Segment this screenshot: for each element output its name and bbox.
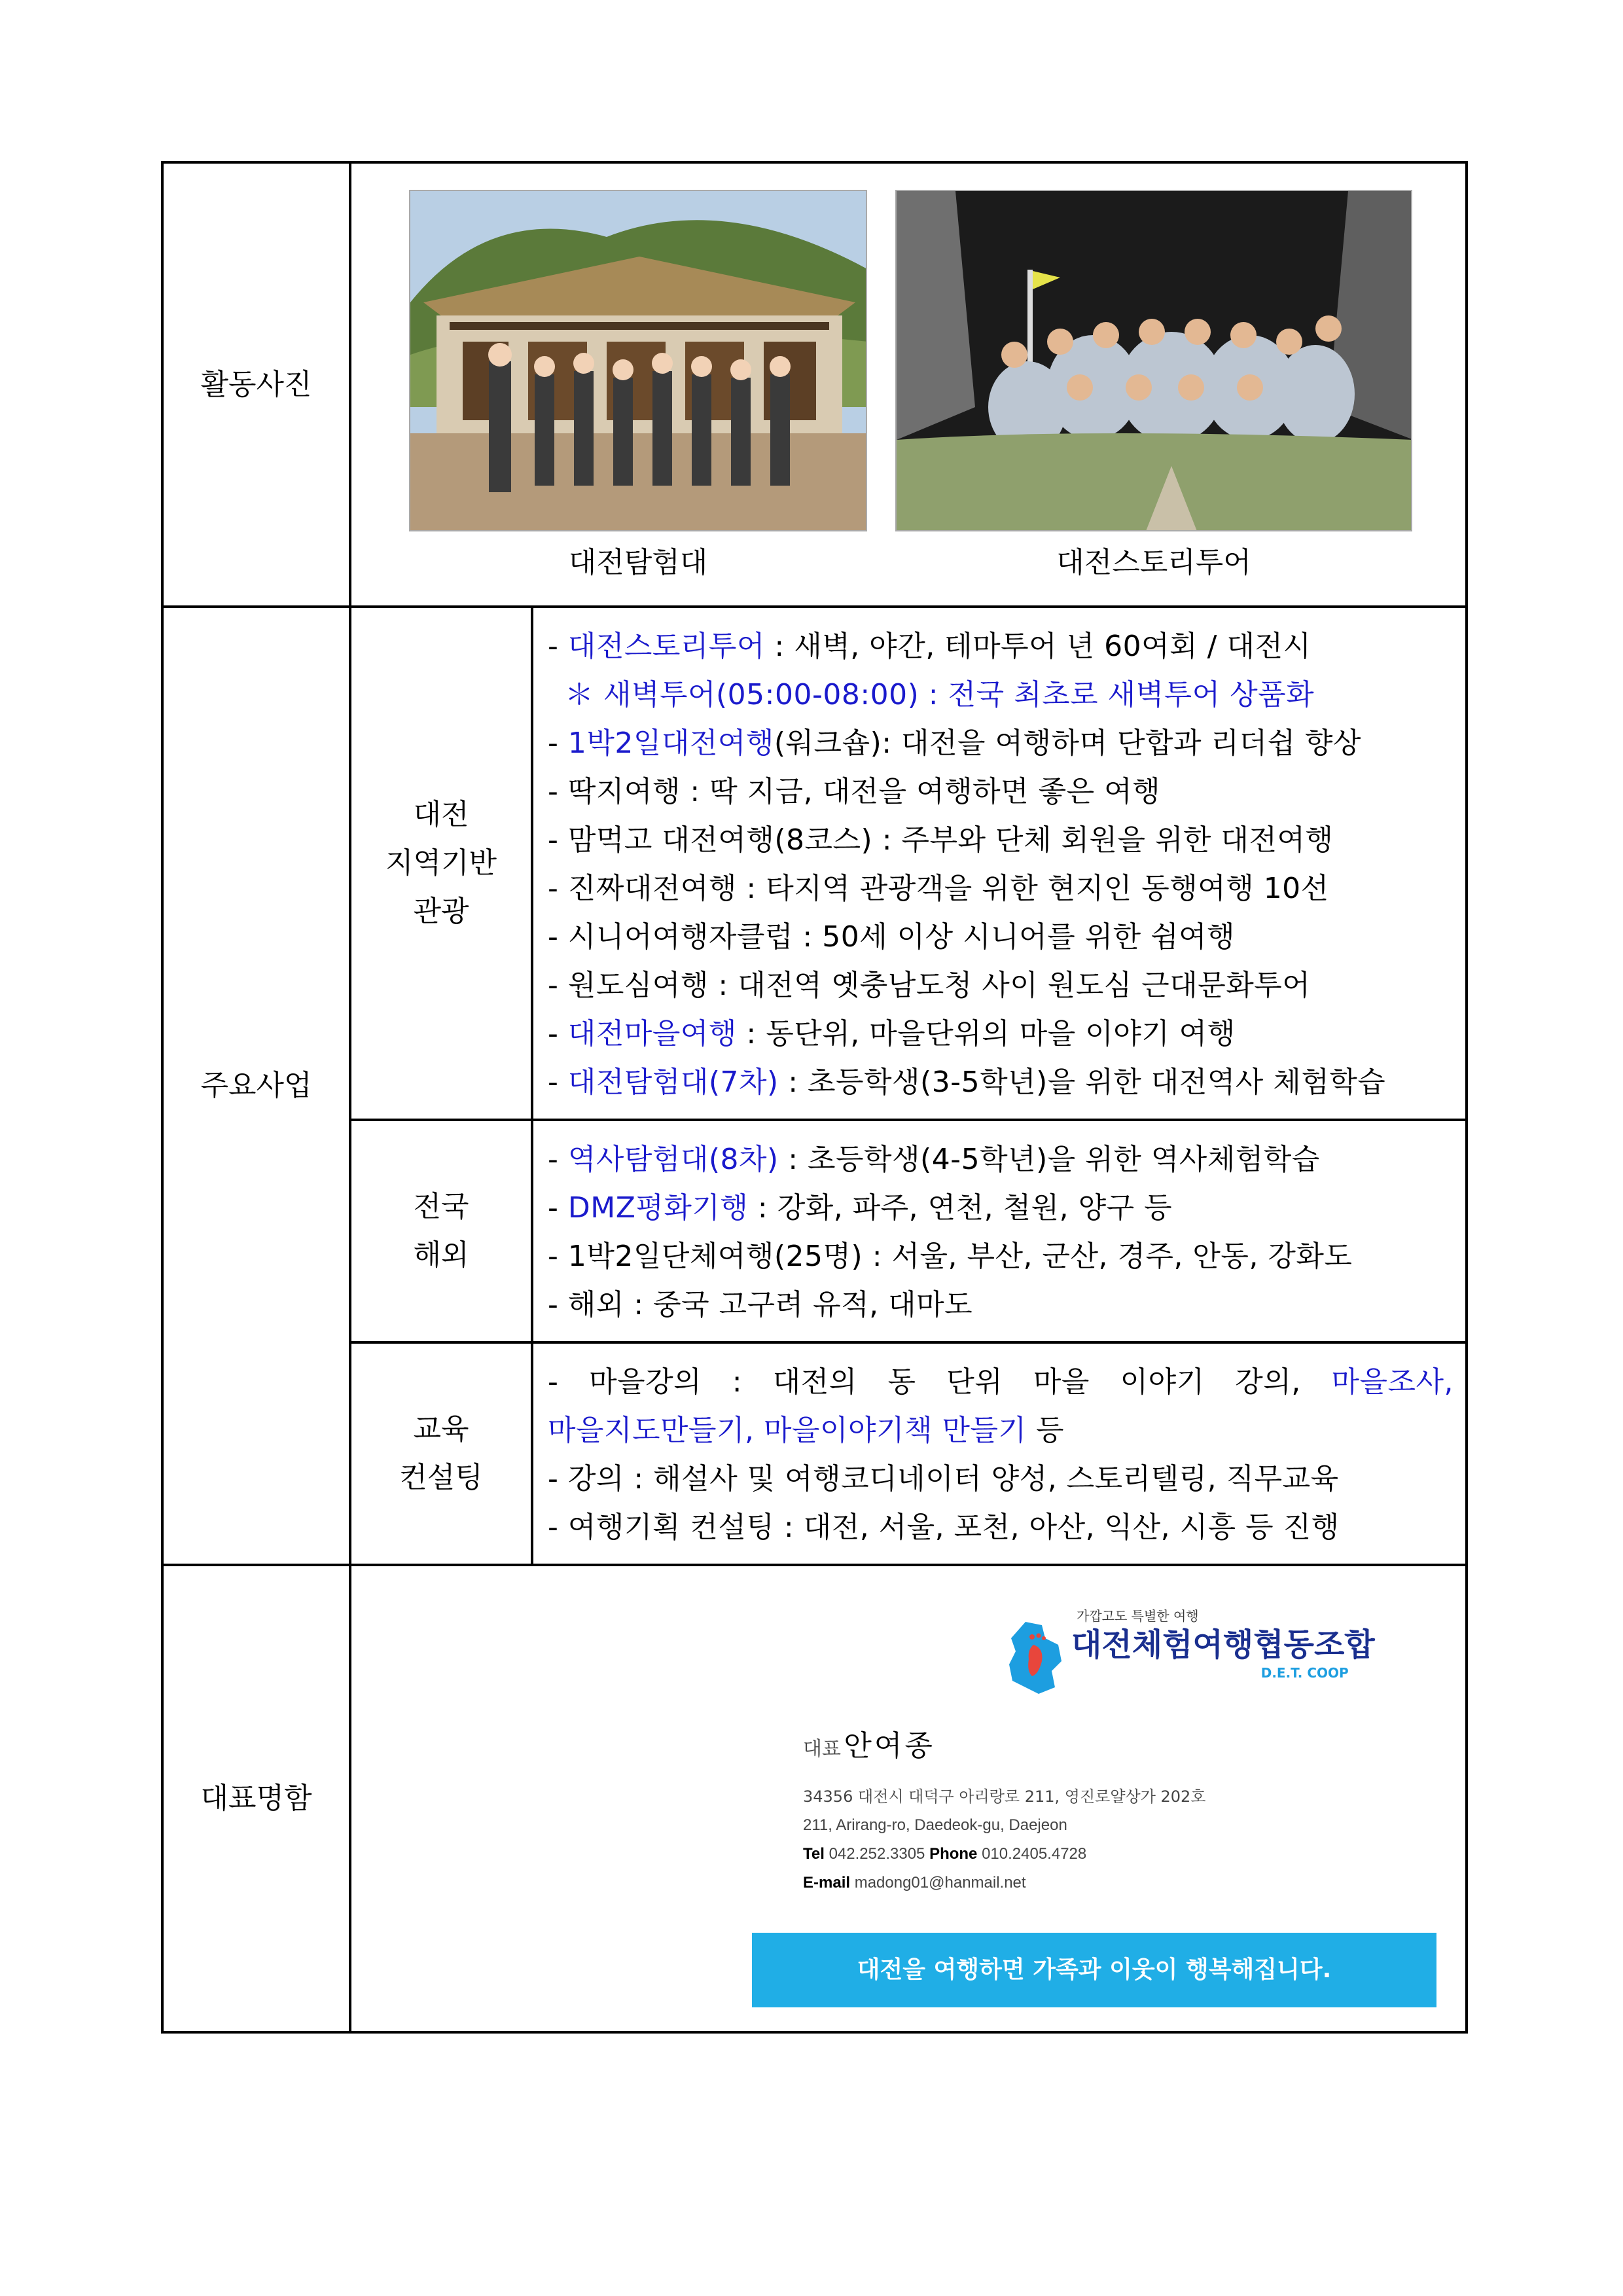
business-label: 주요사업 — [162, 607, 350, 1565]
list-item: - DMZ평화기행 : 강화, 파주, 연천, 철원, 양구 등 — [548, 1191, 1173, 1225]
representative-info — [803, 1723, 1206, 1897]
list-item: - 여행기획 컨설팅 : 대전, 서울, 포천, 아산, 익산, 시흥 등 진행 — [548, 1511, 1340, 1544]
org-tagline: 가깝고도 특별한 여행 — [1077, 1608, 1199, 1624]
list-item: - 시니어여행자클럽 : 50세 이상 시니어를 위한 쉼여행 — [548, 920, 1236, 954]
card-label: 대표명함 — [162, 1565, 350, 2032]
email-line: E-mail madong01@hanmail.net — [803, 1874, 1026, 1892]
section-list-education — [532, 1342, 1467, 1565]
story-tour-image — [895, 190, 1412, 531]
list-item: ＊ 새벽투어(05:00-08:00) : 전국 최초로 새벽투어 상품화 — [565, 678, 1315, 711]
business-row-national — [162, 1120, 1467, 1342]
list-item: - 해외 : 중국 고구려 유적, 대마도 — [548, 1288, 973, 1321]
rep-name: 안여종 — [844, 1729, 935, 1763]
org-name: 대전체험여행협동조합 — [1071, 1626, 1375, 1663]
rep-title: 대표 — [803, 1738, 841, 1760]
org-name-en: D.E.T. COOP — [1260, 1665, 1349, 1681]
photo-caption-story-tour: 대전스토리투어 — [1056, 546, 1251, 579]
explorers-picture — [410, 191, 867, 531]
org-logo — [1071, 1605, 1375, 1681]
slogan-banner: 대전을 여행하면 가족과 이웃이 행복해집니다. — [752, 1933, 1436, 2007]
explorers-image — [409, 190, 867, 531]
address-ko: 34356 대전시 대덕구 아리랑로 211, 영진로얄상가 202호 — [803, 1787, 1206, 1806]
section-label-line: 컨설팅 — [399, 1461, 483, 1494]
daejeon-map-icon — [1006, 1619, 1065, 1697]
list-item: - 맘먹고 대전여행(8코스) : 주부와 단체 회원을 위한 대전여행 — [548, 823, 1334, 857]
section-list-local — [532, 607, 1467, 1120]
list-item: - 대전마을여행 : 동단위, 마을단위의 마을 이야기 여행 — [548, 1017, 1236, 1050]
list-item: - 대전스토리투어 : 새벽, 야간, 테마투어 년 60여회 / 대전시 — [548, 630, 1311, 663]
section-label-national — [350, 1120, 532, 1342]
photo-explorers — [409, 190, 867, 583]
section-label-education — [350, 1342, 532, 1565]
list-item: - 1박2일단체여행(25명) : 서울, 부산, 군산, 경주, 안동, 강화도 — [548, 1240, 1353, 1273]
section-label-line: 지역기반 — [385, 846, 497, 880]
business-card — [350, 1565, 1467, 2032]
section-label-line: 전국 — [413, 1190, 469, 1223]
list-item: - 원도심여행 : 대전역 옛충남도청 사이 원도심 근대문화투어 — [548, 969, 1311, 1002]
section-label-line: 대전 — [413, 798, 469, 831]
section-label-local — [350, 607, 532, 1120]
card-row — [162, 1565, 1467, 2032]
address-en: 211, Arirang-ro, Daedeok-gu, Daejeon — [803, 1816, 1067, 1834]
profile-table — [161, 161, 1468, 2034]
section-label-line: 해외 — [413, 1238, 469, 1272]
list-item: - 1박2일대전여행(워크숍): 대전을 여행하며 단합과 리더쉽 향상 — [548, 726, 1362, 760]
section-label-line: 관광 — [413, 895, 469, 928]
list-item: - 역사탐험대(8차) : 초등학생(4-5학년)을 위한 역사체험학습 — [548, 1143, 1320, 1176]
photos-label: 활동사진 — [162, 162, 350, 607]
photo-caption-explorers: 대전탐험대 — [568, 546, 708, 579]
section-list-national — [532, 1120, 1467, 1342]
photos-row — [162, 162, 1467, 607]
business-row-education — [162, 1342, 1467, 1565]
list-item: - 마을강의 : 대전의 동 단위 마을 이야기 강의, 마을조사, 마을지도만들기, 마을이야기책 만들기 등 — [548, 1365, 1454, 1447]
list-item: - 딱지여행 : 딱 지금, 대전을 여행하면 좋은 여행 — [548, 775, 1161, 808]
list-item: - 대전탐험대(7차) : 초등학생(3-5학년)을 위한 대전역사 체험학습 — [548, 1066, 1386, 1099]
photo-story-tour — [895, 190, 1412, 583]
story-tour-picture — [897, 191, 1412, 531]
business-row-local — [162, 607, 1467, 1120]
phone-line: Tel 042.252.3305 Phone 010.2405.4728 — [803, 1845, 1087, 1863]
list-item: - 강의 : 해설사 및 여행코디네이터 양성, 스토리텔링, 직무교육 — [548, 1462, 1339, 1496]
photos-cell — [350, 162, 1467, 607]
list-item: - 진짜대전여행 : 타지역 관광객을 위한 현지인 동행여행 10선 — [548, 872, 1329, 905]
section-label-line: 교육 — [413, 1412, 469, 1446]
